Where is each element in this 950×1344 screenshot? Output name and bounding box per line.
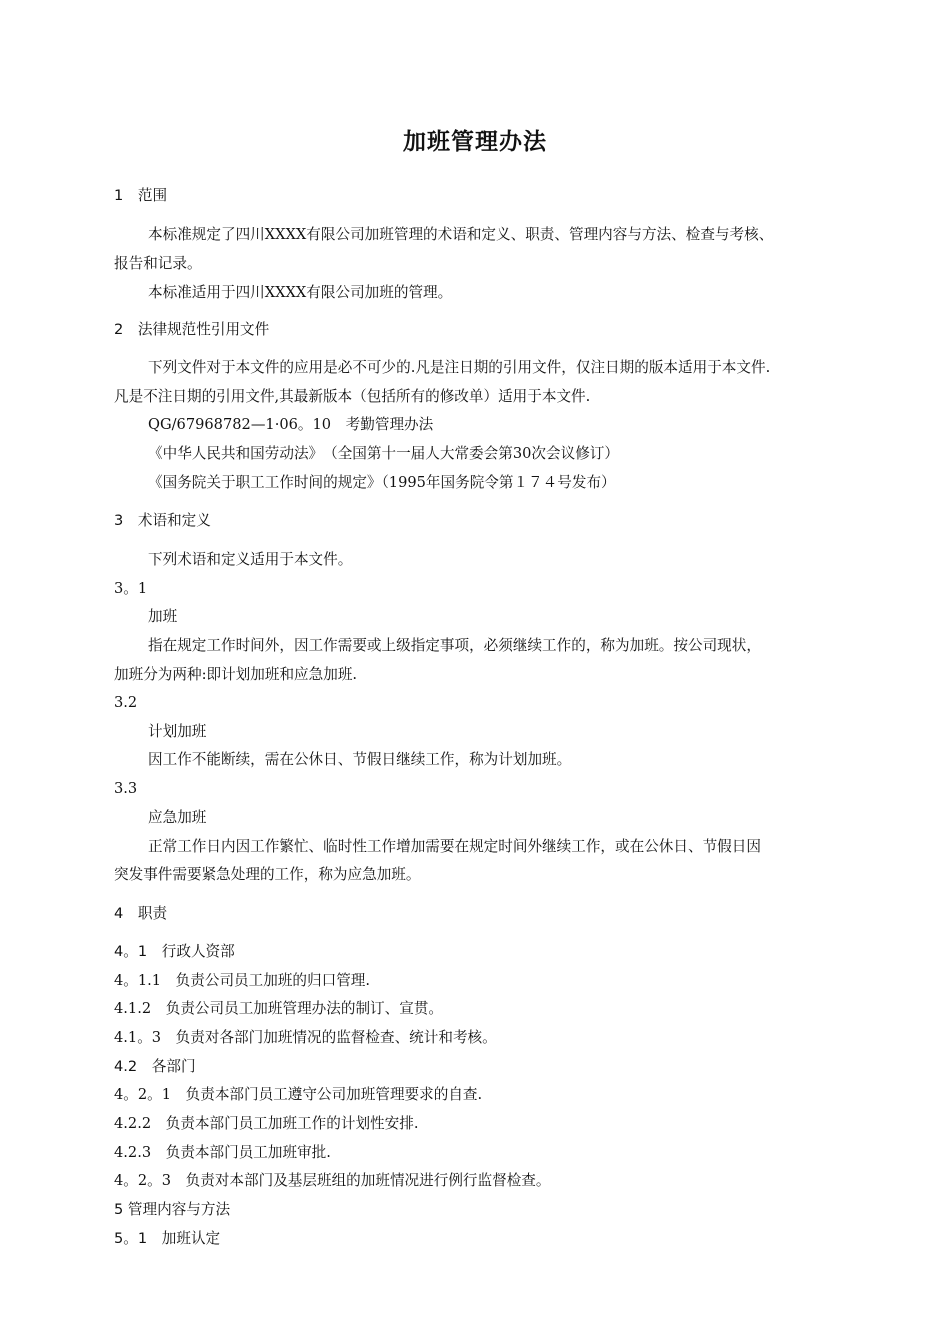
section-heading: 加班 [148,608,178,625]
paragraph-line: 突发事件需要紧急处理的工作，称为应急加班。 [114,866,421,883]
paragraph-line: 指在规定工作时间外，因工作需要或上级指定事项，必须继续工作的，称为加班。按公司现状， [148,637,761,654]
paragraph-line: 本标准适用于四川XXXX有限公司加班的管理。 [148,284,453,301]
paragraph-line: 3。1 [114,580,148,597]
section-heading: 计划加班 [148,723,207,740]
section-heading: 4.2 各部门 [114,1058,196,1075]
paragraph-line: 4。2。1 负责本部门员工遵守公司加班管理要求的自查. [114,1086,483,1103]
document-title: 加班管理办法 [403,129,547,156]
paragraph-line: 4。1.1 负责公司员工加班的归口管理. [114,972,371,989]
paragraph-line: 本标准规定了四川XXXX有限公司加班管理的术语和定义、职责、管理内容与方法、检查与考核、 [148,226,774,243]
section-heading: 应急加班 [148,809,207,826]
paragraph-line: 凡是不注日期的引用文件,其最新版本（包括所有的修改单）适用于本文件. [114,388,591,405]
paragraph-line: 4.2.2 负责本部门员工加班工作的计划性安排. [114,1115,419,1132]
paragraph-line: 4.1。3 负责对各部门加班情况的监督检查、统计和考核。 [114,1029,497,1046]
paragraph-line: 正常工作日内因工作繁忙、临时性工作增加需要在规定时间外继续工作，或在公休日、节假日因 [148,838,761,855]
paragraph-line: 报告和记录。 [114,255,202,272]
section-heading: 1 范围 [114,187,168,204]
paragraph-line: 3.3 [114,780,138,797]
section-heading: 2 法律规范性引用文件 [114,321,270,338]
paragraph-line: 4.1.2 负责公司员工加班管理办法的制订、宣贯。 [114,1000,444,1017]
section-heading: 3 术语和定义 [114,512,211,529]
section-heading: 5。1 加班认定 [114,1230,221,1247]
paragraph-line: 下列术语和定义适用于本文件。 [148,551,353,568]
paragraph-line: QG/67968782—1·06。10 考勤管理办法 [148,416,434,433]
paragraph-line: 4.2.3 负责本部门员工加班审批. [114,1144,331,1161]
section-heading: 4 职责 [114,905,168,922]
section-heading: 5 管理内容与方法 [114,1201,231,1218]
paragraph-line: 《中华人民共和国劳动法》 （全国第十一届人大常委会第30次会议修订） [148,445,619,462]
paragraph-line: 因工作不能断续，需在公休日、节假日继续工作，称为计划加班。 [148,751,572,768]
paragraph-line: 4。2。3 负责对本部门及基层班组的加班情况进行例行监督检查。 [114,1172,551,1189]
section-heading: 4。1 行政人资部 [114,943,235,960]
paragraph-line: 下列文件对于本文件的应用是必不可少的.凡是注日期的引用文件，仅注日期的版本适用于本文件. [148,359,771,376]
paragraph-line: 《国务院关于职工工作时间的规定》（1995年国务院令第１７４号发布） [148,474,616,491]
paragraph-line: 3.2 [114,694,138,711]
paragraph-line: 加班分为两种:即计划加班和应急加班. [114,666,358,683]
